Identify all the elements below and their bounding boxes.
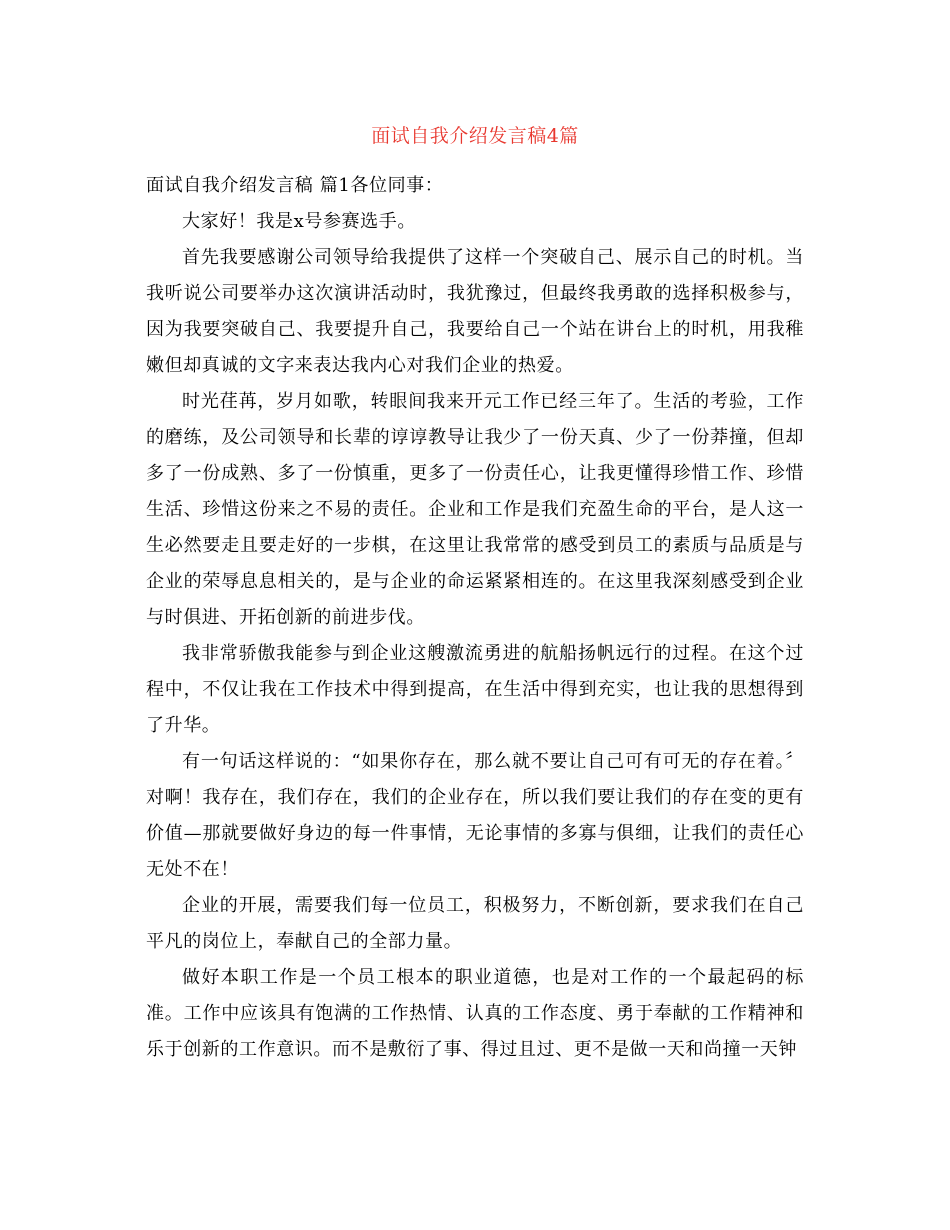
paragraph: 时光荏苒，岁月如歌，转眼间我来开元工作已经三年了。生活的考验，工作的磨练，及公司领导和长辈的谆谆教导让我少了一份天真、少了一份莽撞，但却多了一份成熟、多了一份慎重，更多了一份责任心，让我更懂得珍惜工作、珍惜生活、珍惜这份来之不易的责任。企业和工作是我们充盈生命的平台，是人这一生必然要走且要走好的一步棋，在这里让我常常的感受到员工的素质与品质是与企业的荣辱息息相关的，是与企业的命运紧紧相连的。在这里我深刻感受到企业与时俱进、开拓创新的前进步伐。 <box>146 391 804 628</box>
paragraph: 有一句话这样说的：“如果你存在，那么就不要让自己可有可无的存在着。〞对啊！我存在，我们存在，我们的企业存在，所以我们要让我们的存在变的更有价值—那就要做好身边的每一件事情，无论事情的多寡与俱细，让我们的责任心无处不在！ <box>146 751 804 880</box>
paragraph: 企业的开展，需要我们每一位员工，积极努力，不断创新，要求我们在自己平凡的岗位上，奉献自己的全部力量。 <box>146 895 804 952</box>
paragraph: 首先我要感谢公司领导给我提供了这样一个突破自己、展示自己的时机。当我听说公司要举办这次演讲活动时，我犹豫过，但最终我勇敢的选择积极参与，因为我要突破自己、我要提升自己，我要给自己一个站在讲台上的时机，用我稚嫩但却真诚的文字来表达我内心对我们企业的热爱。 <box>146 247 804 376</box>
paragraph: 我非常骄傲我能参与到企业这艘激流勇进的航船扬帆远行的过程。在这个过程中，不仅让我在工作技术中得到提高，在生活中得到充实，也让我的思想得到了升华。 <box>146 643 804 736</box>
paragraph-heading: 面试自我介绍发言稿 篇1各位同事： <box>146 175 444 196</box>
paragraph-greeting: 大家好！我是x号参赛选手。 <box>182 211 416 232</box>
paragraph: 做好本职工作是一个员工根本的职业道德，也是对工作的一个最起码的标准。工作中应该具有饱满的工作热情、认真的工作态度、勇于奉献的工作精神和乐于创新的工作意识。而不是敷衍了事、得过且过、更不是做一天和尚撞一天钟 <box>146 967 804 1060</box>
document-title: 面试自我介绍发言稿4篇 <box>371 125 579 147</box>
document-body <box>146 168 804 1068</box>
